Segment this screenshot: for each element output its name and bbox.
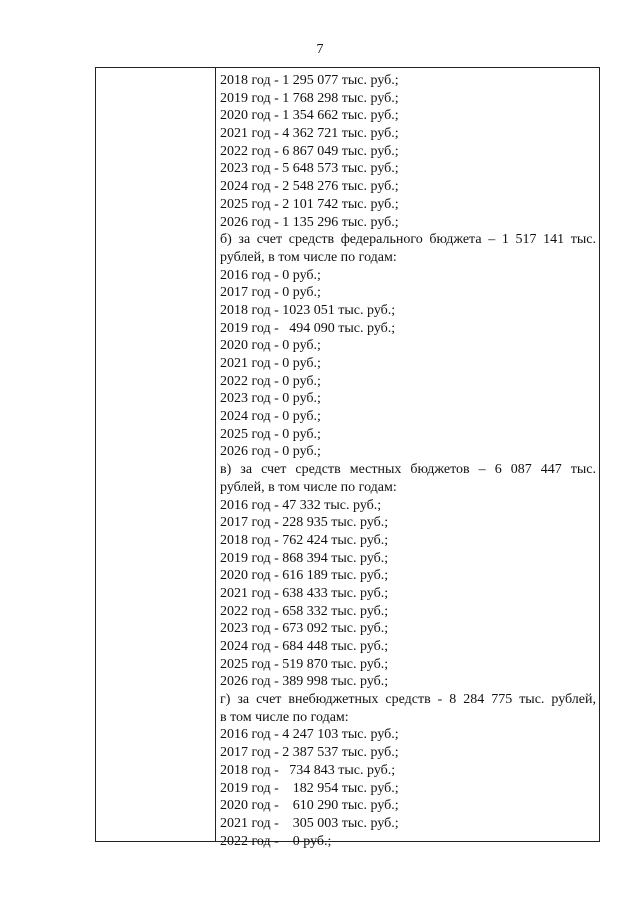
page-number: 7 xyxy=(316,42,324,57)
text-line: 2023 год - 673 092 тыс. руб.; xyxy=(220,621,389,637)
text-line: 2025 год - 519 870 тыс. руб.; xyxy=(220,656,389,672)
text-line: 2021 год - 0 руб.; xyxy=(220,356,321,371)
budget-table xyxy=(95,67,600,849)
text-line: в) за счет средств местных бюджетов – 6 087 447 тыс. xyxy=(220,462,596,478)
column-divider xyxy=(215,68,216,841)
text-line: 2016 год - 4 247 103 тыс. руб.; xyxy=(220,727,399,743)
text-line: 2020 год - 616 189 тыс. руб.; xyxy=(220,568,389,584)
text-line: 2023 год - 5 648 573 тыс. руб.; xyxy=(220,161,399,177)
text-line: 2019 год - 868 394 тыс. руб.; xyxy=(220,550,389,566)
text-line: 2018 год - 1 295 077 тыс. руб.; xyxy=(220,73,399,88)
text-line: 2024 год - 0 руб.; xyxy=(220,409,321,425)
text-line: 2026 год - 0 руб.; xyxy=(220,444,321,460)
text-line: 2024 год - 2 548 276 тыс. руб.; xyxy=(220,179,399,195)
text-line: 2026 год - 389 998 тыс. руб.; xyxy=(220,674,389,690)
text-line: 2023 год - 0 руб.; xyxy=(220,391,321,407)
text-line: 2026 год - 1 135 296 тыс. руб.; xyxy=(220,214,399,230)
text-line: 2020 год - 1 354 662 тыс. руб.; xyxy=(220,108,399,124)
text-line: рублей, в том числе по годам: xyxy=(220,249,397,265)
text-line: 2017 год - 2 387 537 тыс. руб.; xyxy=(220,745,399,761)
text-line: в том числе по годам: xyxy=(220,709,349,725)
text-line: 2017 год - 0 руб.; xyxy=(220,285,321,301)
text-line: 2021 год - 638 433 тыс. руб.; xyxy=(220,585,389,601)
text-line: 2022 год - 658 332 тыс. руб.; xyxy=(220,603,389,619)
text-line: 2022 год - 0 руб.; xyxy=(220,373,321,389)
text-line: 2020 год - 610 290 тыс. руб.; xyxy=(220,798,399,814)
text-line: 2020 год - 0 руб.; xyxy=(220,338,321,354)
text-line: 2022 год - 0 руб.; xyxy=(220,833,332,849)
text-line: г) за счет внебюджетных средств - 8 284 775 тыс. рублей, xyxy=(220,692,596,708)
text-line: 2017 год - 228 935 тыс. руб.; xyxy=(220,515,389,531)
text-line: 2019 год - 1 768 298 тыс. руб.; xyxy=(220,90,399,106)
text-line: рублей, в том числе по годам: xyxy=(220,479,397,495)
text-line: 2019 год - 182 954 тыс. руб.; xyxy=(220,780,399,796)
table-cell-content xyxy=(220,72,596,850)
text-line: 2018 год - 1023 051 тыс. руб.; xyxy=(220,302,396,318)
text-line: 2018 год - 734 843 тыс. руб.; xyxy=(220,762,396,778)
text-line: 2022 год - 6 867 049 тыс. руб.; xyxy=(220,143,399,159)
text-line: 2021 год - 4 362 721 тыс. руб.; xyxy=(220,126,399,142)
text-line: 2016 год - 47 332 тыс. руб.; xyxy=(220,497,382,513)
text-line: 2018 год - 762 424 тыс. руб.; xyxy=(220,532,389,548)
text-line: 2025 год - 0 руб.; xyxy=(220,426,321,442)
text-line: 2019 год - 494 090 тыс. руб.; xyxy=(220,320,396,336)
text-line: 2025 год - 2 101 742 тыс. руб.; xyxy=(220,196,399,212)
text-line: 2021 год - 305 003 тыс. руб.; xyxy=(220,815,399,831)
text-line: 2016 год - 0 руб.; xyxy=(220,267,321,283)
text-line: 2024 год - 684 448 тыс. руб.; xyxy=(220,639,389,654)
text-line: б) за счет средств федерального бюджета – 1 517 141 тыс. xyxy=(220,232,596,248)
